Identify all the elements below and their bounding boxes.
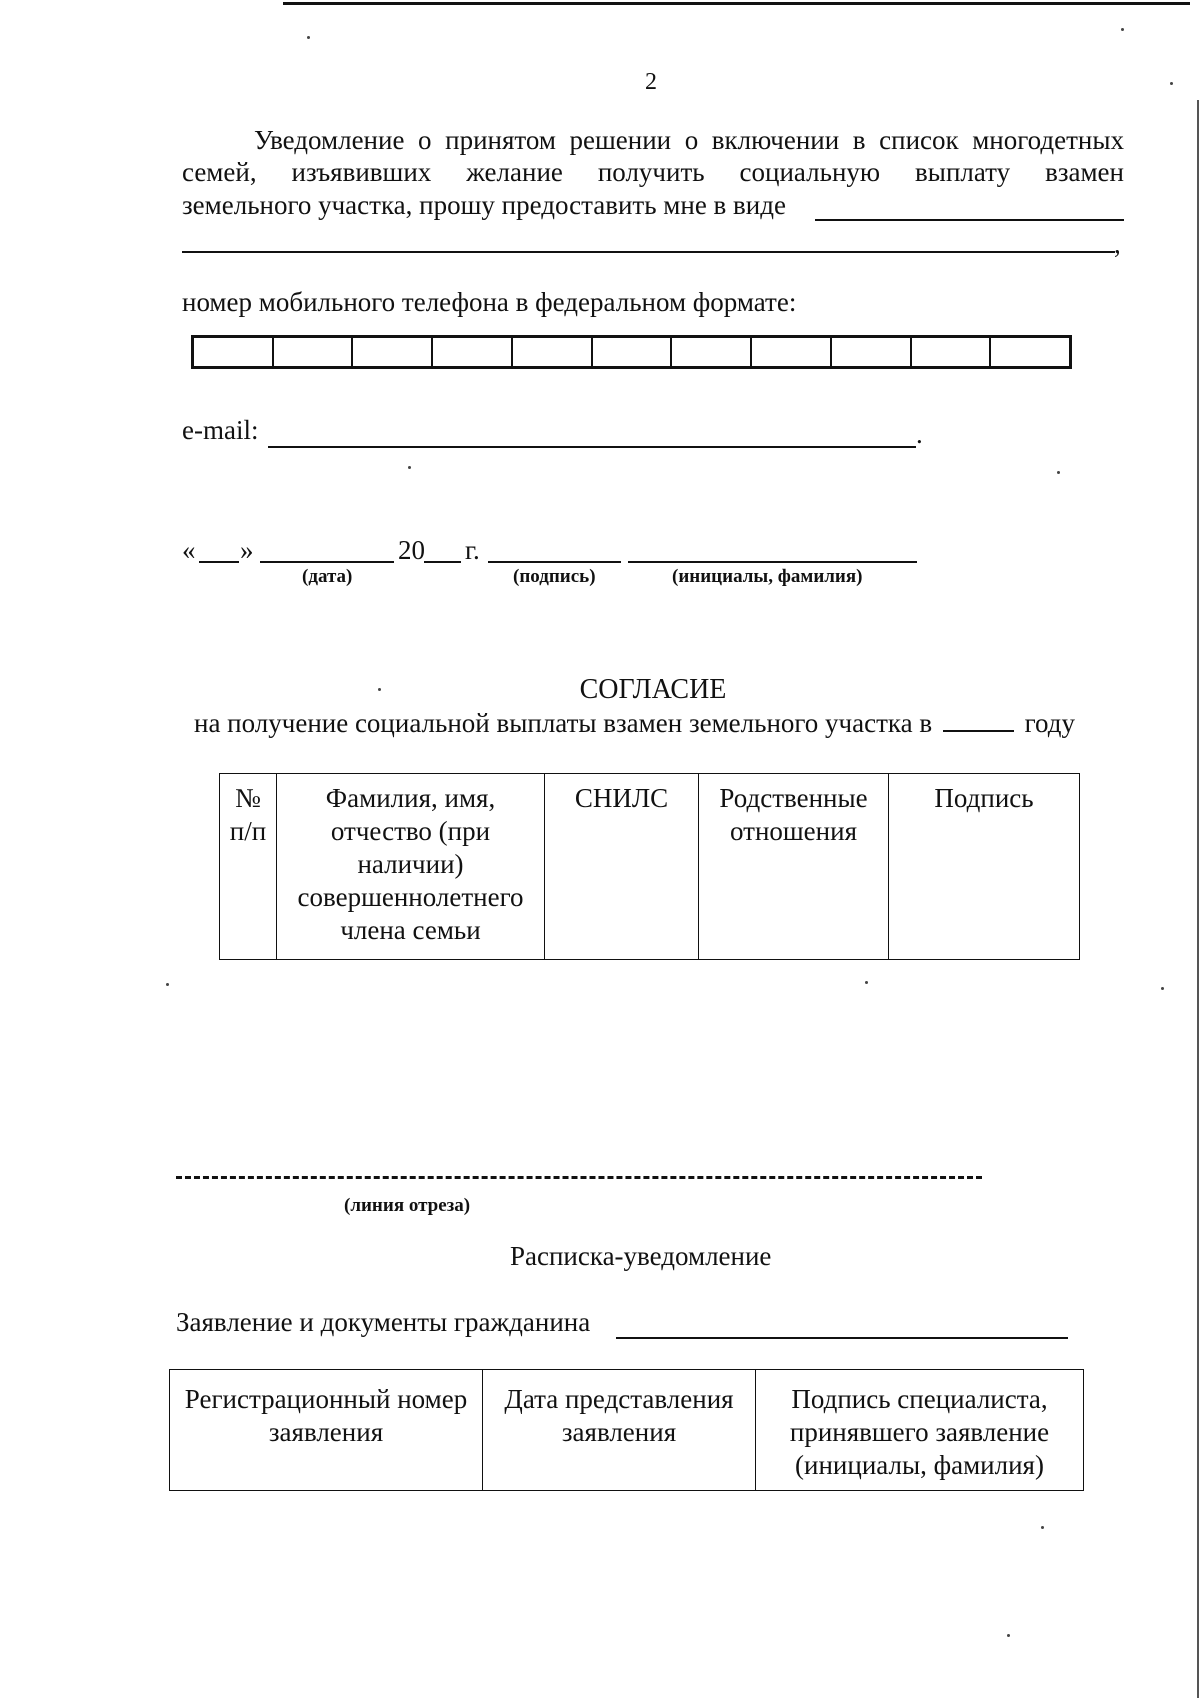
scan-speck — [307, 36, 310, 39]
consent-table — [219, 773, 1080, 960]
phone-digit-cell[interactable] — [353, 338, 433, 366]
notification-line-3: земельного участка, прошу предоставить мне в виде — [182, 190, 786, 220]
consent-subtitle-text: на получение социальной выплаты взамен земельного участка в — [194, 708, 933, 738]
phone-digit-cell[interactable] — [593, 338, 673, 366]
signature-line[interactable] — [488, 561, 621, 563]
phone-number-grid[interactable] — [191, 335, 1072, 369]
caption-signature: (подпись) — [513, 566, 596, 587]
caption-date: (дата) — [302, 566, 353, 587]
receipt-table — [169, 1369, 1084, 1491]
scan-speck — [1170, 82, 1173, 85]
date-year-line[interactable] — [424, 561, 461, 563]
header-specialist-signature: Подпись специалиста, принявшего заявление (инициалы, фамилия) — [756, 1370, 1084, 1491]
header-full-name: Фамилия, имя, отчество (при наличии) совершеннолетнего члена семьи — [277, 774, 545, 960]
citizen-name-line[interactable] — [616, 1337, 1068, 1339]
consent-subtitle — [194, 706, 1075, 740]
receipt-statement: Заявление и документы гражданина — [176, 1307, 591, 1337]
scan-speck — [865, 981, 868, 984]
email-input-line[interactable] — [268, 446, 916, 448]
phone-digit-cell[interactable] — [274, 338, 354, 366]
scan-edge-top — [283, 2, 1190, 5]
phone-digit-cell[interactable] — [194, 338, 274, 366]
scan-speck — [378, 688, 381, 691]
phone-digit-cell[interactable] — [513, 338, 593, 366]
email-period: . — [916, 419, 923, 449]
delivery-method-line-2[interactable] — [182, 251, 1115, 253]
delivery-method-line[interactable] — [815, 219, 1124, 221]
cut-line — [176, 1176, 982, 1179]
scan-speck — [1007, 1634, 1010, 1637]
table-row — [170, 1370, 1084, 1491]
year-suffix: г. — [465, 535, 480, 565]
phone-digit-cell[interactable] — [991, 338, 1069, 366]
table-row — [220, 774, 1080, 960]
email-label: e-mail: — [182, 415, 259, 445]
scan-speck — [1161, 987, 1164, 990]
scan-speck — [166, 983, 169, 986]
notification-line-2: семей, изъявивших желание получить социальную выплату взамен — [182, 157, 1124, 187]
header-submission-date: Дата представления заявления — [483, 1370, 756, 1491]
page-number: 2 — [645, 69, 657, 95]
consent-title: СОГЛАСИЕ — [579, 674, 727, 705]
phone-digit-cell[interactable] — [752, 338, 832, 366]
date-open-quote: « — [182, 535, 196, 565]
scan-speck — [1121, 28, 1124, 31]
date-day-line[interactable] — [199, 561, 239, 563]
consent-year-blank[interactable] — [943, 706, 1014, 732]
date-close-quote: » — [240, 535, 254, 565]
caption-name: (инициалы, фамилия) — [672, 566, 863, 587]
header-signature: Подпись — [889, 774, 1080, 960]
notification-comma: , — [1114, 229, 1121, 259]
cut-line-label: (линия отреза) — [344, 1195, 471, 1216]
receipt-title: Расписка-уведомление — [510, 1241, 772, 1271]
scan-speck — [1041, 1526, 1044, 1529]
scan-speck — [408, 466, 411, 469]
date-month-line[interactable] — [260, 561, 394, 563]
year-prefix: 20 — [398, 535, 425, 565]
phone-digit-cell[interactable] — [672, 338, 752, 366]
phone-label: номер мобильного телефона в федеральном формате: — [182, 287, 797, 317]
header-snils: СНИЛС — [545, 774, 699, 960]
phone-digit-cell[interactable] — [433, 338, 513, 366]
header-number: № п/п — [220, 774, 277, 960]
header-registration-number: Регистрационный номер заявления — [170, 1370, 483, 1491]
name-line[interactable] — [628, 561, 917, 563]
scan-speck — [1057, 471, 1060, 474]
phone-digit-cell[interactable] — [912, 338, 992, 366]
notification-line-1: Уведомление о принятом решении о включении в список многодетных — [254, 125, 1124, 155]
header-relationship: Родственные отношения — [699, 774, 889, 960]
phone-digit-cell[interactable] — [832, 338, 912, 366]
consent-subtitle-year: году — [1024, 708, 1075, 738]
scan-edge-right — [1197, 100, 1199, 1698]
